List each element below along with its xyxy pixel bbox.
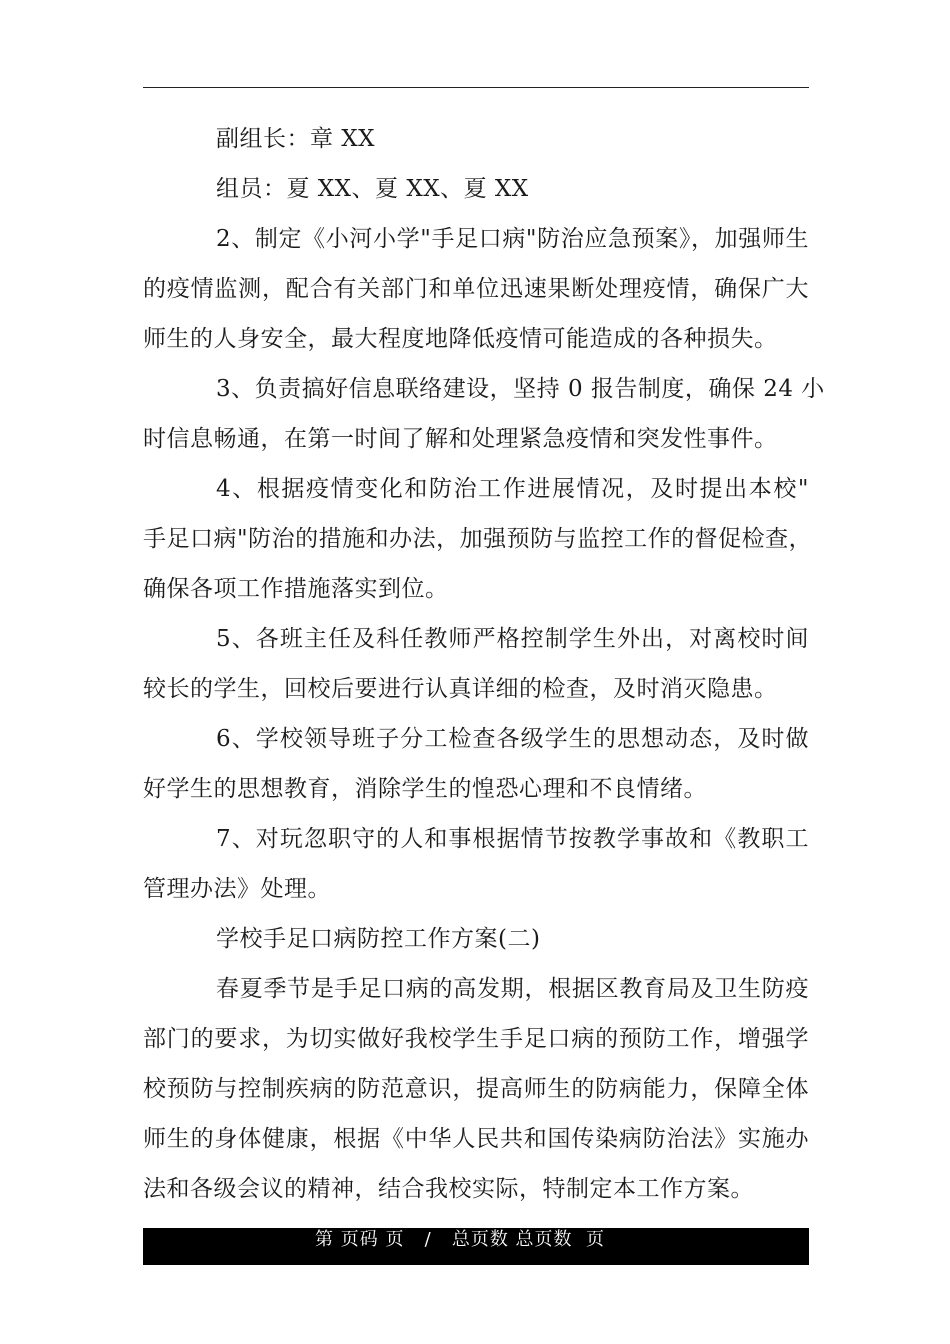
text-line: 确保各项工作措施落实到位。 [143, 576, 449, 602]
page-footer-bar [143, 1228, 809, 1265]
text-line: 4、根据疫情变化和防治工作进展情况，及时提出本校" [216, 476, 809, 502]
text-line: 师生的身体健康，根据《中华人民共和国传染病防治法》实施办 [143, 1126, 809, 1152]
text-line: 的疫情监测，配合有关部门和单位迅速果断处理疫情，确保广大 [143, 276, 809, 302]
text-line: 6、学校领导班子分工检查各级学生的思想动态，及时做 [216, 726, 809, 752]
text-line: 学校手足口病防控工作方案(二) [216, 926, 541, 952]
text-line: 副组长：章 XX [216, 126, 376, 152]
text-line: 校预防与控制疾病的防范意识，提高师生的防病能力，保障全体 [143, 1076, 809, 1102]
text-line: 师生的人身安全，最大程度地降低疫情可能造成的各种损失。 [143, 326, 778, 352]
text-line: 部门的要求，为切实做好我校学生手足口病的预防工作，增强学 [143, 1026, 809, 1052]
text-line: 7、对玩忽职守的人和事根据情节按教学事故和《教职工 [216, 826, 809, 852]
text-line: 好学生的思想教育，消除学生的惶恐心理和不良情绪。 [143, 776, 707, 802]
header-rule [143, 87, 809, 88]
page-number-footer: 第 页码 页 / 总页数 总页数 页 [315, 1229, 606, 1250]
text-line: 手足口病"防治的措施和办法，加强预防与监控工作的督促检查， [143, 526, 813, 552]
text-line: 3、负责搞好信息联络建设，坚持 0 报告制度，确保 24 小 [216, 376, 825, 402]
text-line: 春夏季节是手足口病的高发期，根据区教育局及卫生防疫 [216, 976, 809, 1002]
text-line: 法和各级会议的精神，结合我校实际，特制定本工作方案。 [143, 1176, 754, 1202]
text-line: 时信息畅通，在第一时间了解和处理紧急疫情和突发性事件。 [143, 426, 778, 452]
text-line: 组员：夏 XX、夏 XX、夏 XX [216, 176, 529, 202]
text-line: 较长的学生，回校后要进行认真详细的检查，及时消灭隐患。 [143, 676, 778, 702]
text-line: 5、各班主任及科任教师严格控制学生外出，对离校时间 [216, 626, 809, 652]
text-line: 管理办法》处理。 [143, 876, 331, 902]
document-body [143, 114, 825, 1214]
text-line: 2、制定《小河小学"手足口病"防治应急预案》，加强师生 [216, 226, 809, 252]
